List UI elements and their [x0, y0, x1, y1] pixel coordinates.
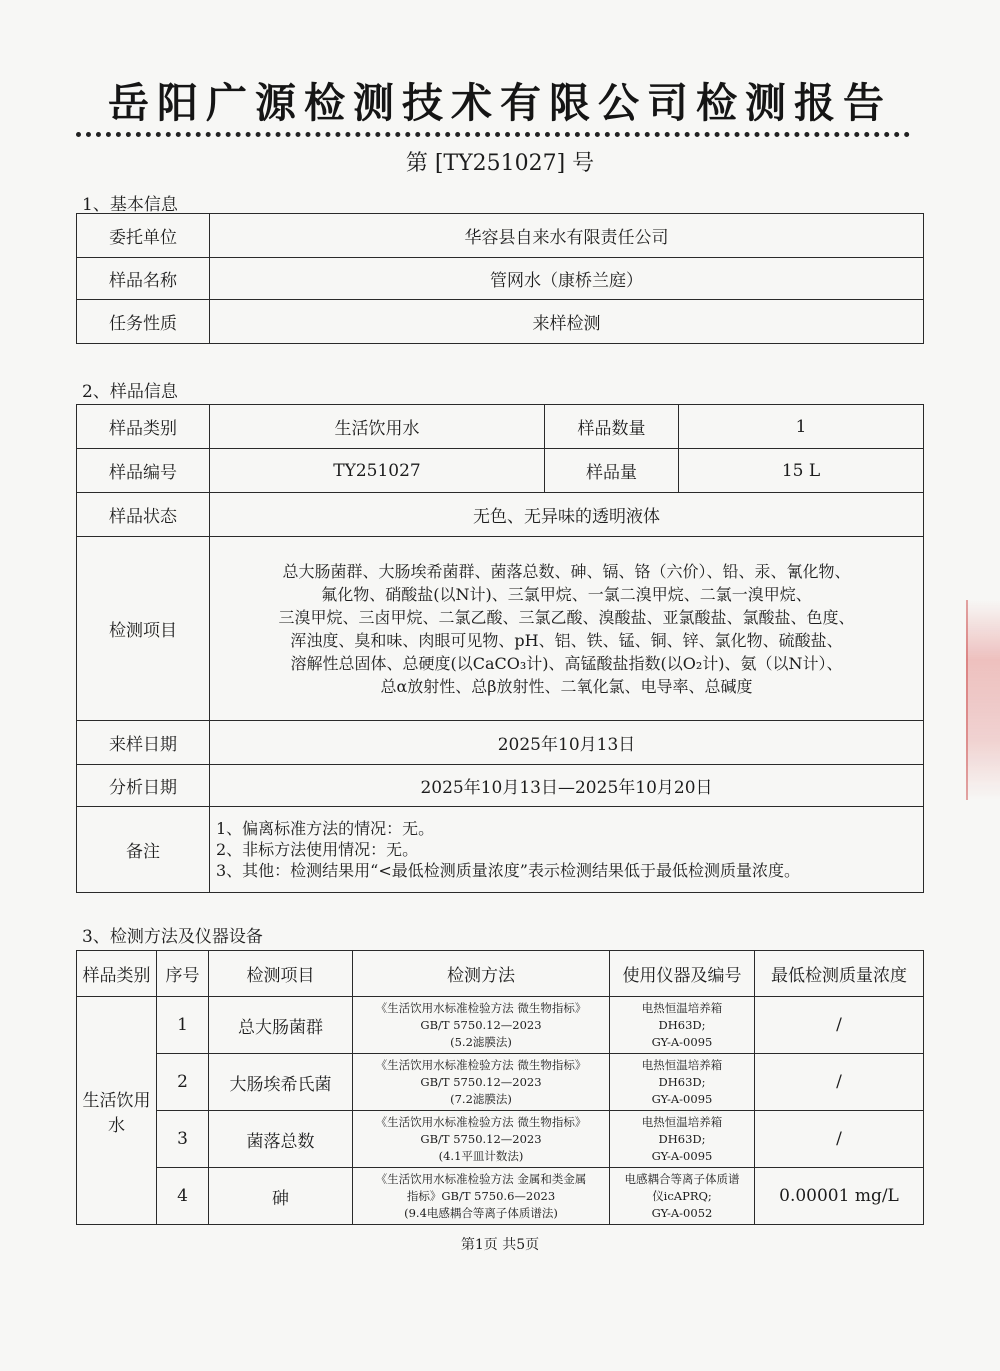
method-line: 《生活饮用水标准检验方法 微生物指标》: [375, 1114, 587, 1129]
instrument-line: DH63D;: [658, 1017, 706, 1032]
method-line: GB/T 5750.12—2023: [420, 1131, 542, 1146]
header-item: 检测项目: [209, 951, 353, 997]
row-no: 2: [157, 1054, 209, 1111]
items-label: 检测项目: [77, 537, 210, 721]
items-line: 三溴甲烷、三卤甲烷、二氯乙酸、三氯乙酸、溴酸盐、亚氯酸盐、氯酸盐、色度、: [278, 607, 855, 627]
instrument-line: GY-A-0095: [651, 1091, 713, 1106]
notes-value: [210, 807, 924, 893]
header-category: 样品类别: [77, 951, 157, 997]
method-line: GB/T 5750.12—2023: [420, 1074, 542, 1089]
row-item: 大肠埃希氏菌: [209, 1054, 353, 1111]
row-method: [353, 1111, 610, 1168]
instrument-line: 电热恒温培养箱: [641, 1000, 723, 1015]
section-method-heading: 3、检测方法及仪器设备: [82, 927, 263, 947]
instrument-line: 电热恒温培养箱: [641, 1114, 723, 1129]
row-no: 4: [157, 1168, 209, 1225]
instrument-line: DH63D;: [658, 1131, 706, 1146]
analysis-date-label: 分析日期: [77, 765, 210, 807]
row-item: 菌落总数: [209, 1111, 353, 1168]
row-limit: /: [755, 997, 924, 1054]
method-line: 《生活饮用水标准检验方法 微生物指标》: [375, 1057, 587, 1072]
instrument-line: GY-A-0095: [651, 1148, 713, 1163]
header-limit: 最低检测质量浓度: [755, 951, 924, 997]
row-limit: 0.00001 mg/L: [755, 1168, 924, 1225]
row-instrument: [610, 997, 755, 1054]
page-footer: 第1页 共5页: [460, 1237, 540, 1253]
row-method: [353, 1168, 610, 1225]
row-item: 砷: [209, 1168, 353, 1225]
row-instrument: [610, 1054, 755, 1111]
items-line: 总大肠菌群、大肠埃希菌群、菌落总数、砷、镉、铬（六价）、铅、汞、氰化物、: [282, 561, 851, 581]
report-number: 第 [TY251027] 号: [405, 151, 595, 176]
receive-date-value: 2025年10月13日: [210, 721, 924, 765]
title-divider: [76, 132, 910, 137]
table-row: [77, 997, 924, 1054]
row-instrument: [610, 1168, 755, 1225]
method-line: GB/T 5750.12—2023: [420, 1017, 542, 1032]
table-row: [77, 1111, 924, 1168]
sample-id-label: 样品编号: [77, 449, 210, 493]
items-line: 溶解性总固体、总硬度(以CaCO₃计)、高锰酸盐指数(以O₂计)、氨（以N计）、: [290, 653, 843, 673]
client-label: 委托单位: [77, 214, 210, 258]
header-no: 序号: [157, 951, 209, 997]
volume-value: 15 L: [679, 449, 924, 493]
sample-name-label: 样品名称: [77, 258, 210, 300]
method-line: (4.1平皿计数法): [438, 1148, 524, 1163]
task-label: 任务性质: [77, 300, 210, 344]
instrument-line: GY-A-0095: [651, 1034, 713, 1049]
header-method: 检测方法: [353, 951, 610, 997]
table-row: [77, 1168, 924, 1225]
sample-name-value: 管网水（康桥兰庭）: [210, 258, 924, 300]
note-line: 2、非标方法使用情况：无。: [216, 840, 419, 859]
method-line: 指标》GB/T 5750.6—2023: [406, 1188, 556, 1203]
instrument-line: 仪icAPRQ;: [652, 1188, 712, 1203]
count-value: 1: [679, 405, 924, 449]
state-value: 无色、无异味的透明液体: [210, 493, 924, 537]
method-line: 《生活饮用水标准检验方法 金属和类金属: [375, 1171, 587, 1186]
section-basic-heading: 1、基本信息: [82, 195, 178, 215]
section-sample-heading: 2、样品信息: [82, 382, 178, 402]
items-line: 浑浊度、臭和味、肉眼可见物、pH、铝、铁、锰、铜、锌、氯化物、硫酸盐、: [290, 630, 843, 650]
items-value: [210, 537, 924, 721]
basic-info-table: [76, 213, 924, 344]
method-line: (9.4电感耦合等离子体质谱法): [404, 1205, 558, 1220]
method-line: (7.2滤膜法): [450, 1091, 512, 1106]
method-table: [76, 950, 924, 1225]
row-limit: /: [755, 1111, 924, 1168]
state-label: 样品状态: [77, 493, 210, 537]
analysis-date-value: 2025年10月13日—2025年10月20日: [210, 765, 924, 807]
sample-info-table: [76, 404, 924, 893]
items-line: 氟化物、硝酸盐(以N计)、三氯甲烷、一氯二溴甲烷、二氯一溴甲烷、: [321, 584, 812, 604]
instrument-line: 电热恒温培养箱: [641, 1057, 723, 1072]
instrument-line: DH63D;: [658, 1074, 706, 1089]
note-line: 1、偏离标准方法的情况：无。: [216, 819, 435, 838]
header-instrument: 使用仪器及编号: [610, 951, 755, 997]
client-value: 华容县自来水有限责任公司: [210, 214, 924, 258]
report-title: 岳阳广源检测技术有限公司检测报告: [108, 79, 892, 127]
row-no: 1: [157, 997, 209, 1054]
receive-date-label: 来样日期: [77, 721, 210, 765]
category-value: 生活饮用水: [210, 405, 545, 449]
notes-label: 备注: [77, 807, 210, 893]
method-line: 《生活饮用水标准检验方法 微生物指标》: [375, 1000, 587, 1015]
row-category: 生活饮用水: [77, 997, 157, 1225]
task-value: 来样检测: [210, 300, 924, 344]
items-line: 总α放射性、总β放射性、二氧化氯、电导率、总碱度: [380, 676, 753, 696]
category-label: 样品类别: [77, 405, 210, 449]
note-line: 3、其他：检测结果用“<最低检测质量浓度”表示检测结果低于最低检测质量浓度。: [216, 861, 800, 880]
row-limit: /: [755, 1054, 924, 1111]
row-method: [353, 997, 610, 1054]
row-item: 总大肠菌群: [209, 997, 353, 1054]
sample-id-value: TY251027: [210, 449, 545, 493]
row-method: [353, 1054, 610, 1111]
row-instrument: [610, 1111, 755, 1168]
volume-label: 样品量: [545, 449, 679, 493]
instrument-line: GY-A-0052: [651, 1205, 713, 1220]
seal-stamp-edge: [966, 600, 1000, 800]
count-label: 样品数量: [545, 405, 679, 449]
method-line: (5.2滤膜法): [450, 1034, 512, 1049]
table-row: [77, 1054, 924, 1111]
instrument-line: 电感耦合等离子体质谱: [624, 1171, 740, 1186]
row-no: 3: [157, 1111, 209, 1168]
